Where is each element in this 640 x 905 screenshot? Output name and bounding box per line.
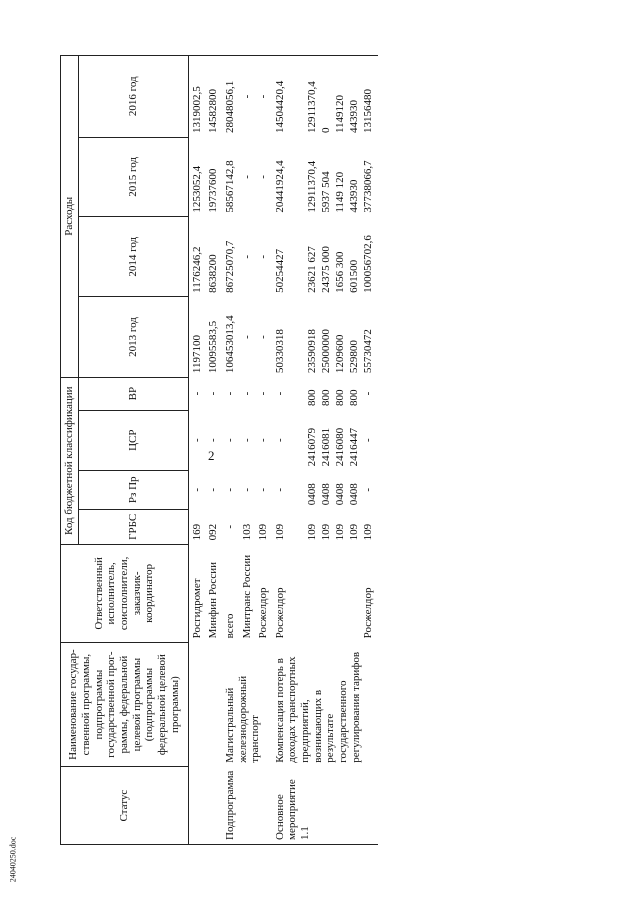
- header-csr: ЦСР: [78, 410, 188, 470]
- vr-cell: -: [273, 391, 286, 396]
- y2015-cell: 20441924,4: [273, 160, 286, 213]
- vr-cell: -: [223, 391, 236, 396]
- y2014-cell: 86725070,7: [223, 240, 236, 293]
- header-status: Статус: [61, 767, 189, 845]
- rzpr-cell: 0408: [320, 483, 333, 506]
- csr-cell: -: [257, 438, 270, 443]
- y2016-cell: 12911370,4: [306, 81, 319, 134]
- header-expenses: Расходы: [61, 56, 79, 378]
- y2015-cell: 443930: [348, 179, 361, 213]
- rzpr-cell: -: [223, 487, 236, 492]
- rzpr-cell: -: [207, 487, 220, 492]
- grbs-cell: 109: [273, 523, 286, 541]
- y2013-cell: -: [257, 335, 270, 339]
- y2014-cell: 601500: [348, 259, 361, 293]
- y2014-cell: 8638200: [207, 254, 220, 293]
- table-row: [272, 56, 289, 845]
- y2014-cell: 23621 627: [306, 246, 319, 293]
- y2015-cell: 5937 504: [320, 171, 333, 213]
- rzpr-cell: 0408: [306, 483, 319, 506]
- csr-cell: -: [223, 438, 236, 443]
- name-cell: Компенсация потерь в доходах транспортных предприятий, возникающих в результате государственного регулирования тарифов: [273, 651, 362, 763]
- y2016-cell: -: [255, 56, 272, 138]
- y2015-cell: 58567142,8: [223, 160, 236, 213]
- y2014-cell: 1176246,2: [190, 246, 203, 293]
- y2013-cell: 1209600: [334, 334, 347, 374]
- table-row: [222, 56, 239, 845]
- y2013-cell: 50330318: [273, 329, 286, 374]
- csr-cell: -: [190, 438, 203, 443]
- y2014-cell: 1656 300: [334, 251, 347, 293]
- grbs-cell: 109: [306, 523, 319, 541]
- y2014-cell: -: [240, 254, 253, 259]
- y2015-cell: 37738066,7: [362, 160, 375, 213]
- grbs-cell: 103: [240, 523, 253, 541]
- y2013-cell: 529800: [348, 340, 361, 374]
- csr-cell: -: [273, 438, 286, 443]
- resp-cell: Минфин России: [207, 562, 220, 639]
- header-2013: 2013 год: [78, 297, 188, 377]
- csr-cell: 2416079: [306, 427, 319, 467]
- grbs-cell: 109: [334, 523, 347, 541]
- table-row: [205, 56, 222, 845]
- y2016-cell: 14504420,4: [272, 56, 289, 138]
- vr-cell: 800: [348, 389, 361, 407]
- vr-cell: -: [240, 391, 253, 396]
- csr-cell: -: [207, 438, 220, 443]
- budget-table-rotated: [60, 55, 600, 845]
- rzpr-cell: 0408: [348, 483, 361, 506]
- y2015-cell: 19737600: [207, 168, 220, 213]
- grbs-cell: 092: [207, 523, 220, 541]
- status-cell: Подпрограмма: [222, 767, 272, 845]
- rzpr-cell: -: [190, 487, 203, 492]
- vr-cell: 800: [306, 389, 319, 407]
- header-2014: 2014 год: [78, 217, 188, 297]
- page-number: 2: [208, 448, 215, 463]
- name-cell: Магистральный железнодорожный транспорт: [223, 675, 262, 763]
- rzpr-cell: -: [273, 487, 286, 492]
- grbs-cell: -: [223, 524, 236, 529]
- y2016-cell: -: [239, 56, 256, 138]
- footer-filename: 24040250.doc: [8, 836, 18, 883]
- csr-cell: -: [362, 438, 375, 443]
- resp-cell: всего: [223, 613, 236, 639]
- y2015-cell: 1149 120: [334, 171, 347, 213]
- y2013-cell: 25000000: [320, 329, 333, 374]
- grbs-cell: 169: [190, 523, 203, 541]
- vr-cell: -: [207, 391, 220, 396]
- rzpr-cell: 0408: [334, 483, 347, 506]
- resp-cell: Росжелдор: [273, 587, 286, 639]
- vr-cell: 800: [334, 389, 347, 407]
- y2013-cell: 10095583,5: [207, 320, 220, 374]
- header-rzpr: Рз Пр: [78, 470, 188, 509]
- rzpr-cell: -: [240, 487, 253, 492]
- resp-cell: Росгидромет: [190, 578, 203, 639]
- header-name: Наименование государ-ственной программы, подпрограммы государственной прог-раммы, федеральной целевой программы (подпрограммы федеральной целевой программы): [61, 642, 189, 766]
- y2015-cell: -: [257, 175, 270, 179]
- vr-cell: 800: [320, 389, 333, 407]
- budget-table: [60, 55, 378, 845]
- y2013-cell: 23590918: [306, 329, 319, 374]
- y2014-cell: 24375 000: [320, 246, 333, 293]
- vr-cell: -: [362, 391, 375, 396]
- header-code-group: Код бюджетной классификации: [61, 377, 79, 544]
- resp-cell: Росжелдор: [362, 587, 375, 639]
- header-responsible: Ответственный исполнитель, соисполнители, заказчик-координатор: [61, 544, 189, 642]
- rzpr-cell: -: [362, 487, 375, 492]
- csr-cell: 2416081: [320, 427, 333, 467]
- y2016-cell: 28048056,1: [222, 56, 239, 138]
- y2013-cell: 55730472: [362, 329, 375, 374]
- y2016-cell: 443930: [348, 100, 361, 134]
- header-vr: ВР: [78, 377, 188, 410]
- resp-cell: Минтранс России: [240, 554, 253, 639]
- grbs-cell: 109: [257, 523, 270, 541]
- y2013-cell: -: [240, 335, 253, 339]
- rzpr-cell: -: [257, 487, 270, 492]
- table-row: [188, 56, 205, 845]
- vr-cell: -: [190, 391, 203, 396]
- grbs-cell: 109: [362, 523, 375, 541]
- vr-cell: -: [257, 391, 270, 396]
- y2015-cell: -: [240, 175, 253, 179]
- grbs-cell: 109: [320, 523, 333, 541]
- csr-cell: 2416080: [334, 427, 347, 467]
- y2015-cell: 1253052,4: [190, 165, 203, 213]
- y2016-cell: 1319002,5: [188, 56, 205, 138]
- resp-cell: Росжелдор: [257, 587, 270, 639]
- status-cell: Основное мероприятие 1.1: [272, 767, 379, 845]
- csr-cell: -: [240, 438, 253, 443]
- y2013-cell: 1197100: [190, 335, 203, 374]
- y2016-cell: 1149120: [334, 94, 347, 134]
- y2016-cell: 0: [320, 127, 333, 134]
- header-grbs: ГРБС: [78, 509, 188, 544]
- header-2015: 2015 год: [78, 137, 188, 217]
- y2014-cell: -: [257, 254, 270, 259]
- csr-cell: 2416447: [348, 427, 361, 467]
- grbs-cell: 109: [348, 523, 361, 541]
- header-2016: 2016 год: [78, 56, 188, 138]
- y2015-cell: 12911370,4: [306, 160, 319, 213]
- y2014-cell: 50254427: [273, 248, 286, 293]
- y2016-cell: 14582800: [205, 56, 222, 138]
- y2013-cell: 106453013,4: [223, 315, 236, 374]
- y2016-cell: 13156480: [362, 89, 375, 134]
- y2014-cell: 100056702,6: [362, 235, 375, 293]
